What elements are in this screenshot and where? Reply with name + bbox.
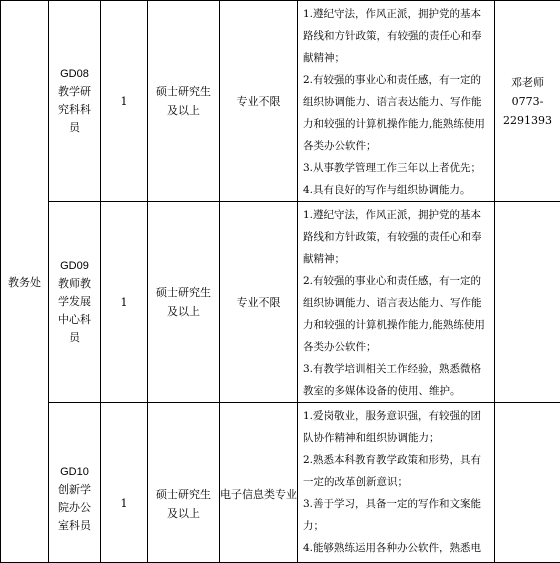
requirement-item: 3.善于学习，具备一定的写作和文案能力； (303, 493, 490, 537)
requirement-item: 2.有较强的事业心和责任感，有一定的组织协调能力、语言表达能力、写作能力和较强的计算机操作能力,能熟练使用各类办公软件； (303, 270, 490, 358)
table-row (1, 202, 560, 403)
position-name: 教学研究科科员 (57, 83, 93, 137)
requirement-item: 1.遵纪守法，作风正派，拥护党的基本路线和方针政策，有较强的责任心和奉献精神； (303, 3, 490, 69)
requirement-item: 1.爱岗敬业，服务意识强，有较强的团队协作精神和组织协调能力； (303, 405, 490, 449)
headcount-cell (101, 1, 148, 202)
position-code: GD10 (49, 463, 100, 481)
position-code: GD08 (49, 65, 100, 83)
requirements-cell (298, 403, 495, 563)
education-cell (148, 403, 220, 563)
education-line: 硕士研究生 (148, 82, 219, 101)
major-cell (220, 1, 298, 202)
requirement-item: 1.遵纪守法，作风正派，拥护党的基本路线和方针政策，有较强的责任心和奉献精神； (303, 204, 490, 270)
headcount-cell (101, 403, 148, 563)
education-line: 及以上 (148, 302, 219, 321)
headcount-cell (101, 202, 148, 403)
position-code-cell (49, 1, 101, 202)
education-line: 硕士研究生 (148, 283, 219, 302)
requirement-item: 3.有教学培训相关工作经验，熟悉微格教室的多媒体设备的使用、维护。 (303, 358, 490, 402)
major: 电子信息类专业 (220, 488, 297, 501)
education-line: 及以上 (148, 101, 219, 120)
requirement-item: 3.从事教学管理工作三年以上者优先； (303, 157, 490, 179)
contact-phone: 2291393 (495, 111, 560, 130)
major-cell (220, 202, 298, 403)
contact-name: 邓老师 (495, 73, 560, 92)
position-name: 教师教学发展中心科员 (57, 275, 93, 347)
table-row (1, 403, 560, 563)
education-cell (148, 1, 220, 202)
position-code: GD09 (49, 257, 100, 275)
contact-cell (495, 403, 560, 563)
major-cell (220, 403, 298, 563)
requirements-cell (298, 202, 495, 403)
position-code-cell (49, 403, 101, 563)
department-label: 教务处 (8, 276, 41, 289)
major: 专业不限 (237, 95, 281, 108)
education-line: 及以上 (148, 504, 219, 523)
requirement-item: 2.有较强的事业心和责任感，有一定的组织协调能力、语言表达能力、写作能力和较强的计算机操作能力,能熟练使用各类办公软件； (303, 69, 490, 157)
requirements-cell (298, 1, 495, 202)
education-line: 硕士研究生 (148, 485, 219, 504)
position-code-cell (49, 202, 101, 403)
headcount: 1 (121, 95, 128, 108)
requirement-item: 2.熟悉本科教育教学政策和形势，具有一定的改革创新意识； (303, 449, 490, 493)
requirement-item: 4.能够熟练运用各种办公软件，熟悉电 (303, 537, 490, 559)
table-row (1, 1, 560, 202)
contact-phone: 0773- (495, 92, 560, 111)
headcount: 1 (121, 296, 128, 309)
education-cell (148, 202, 220, 403)
headcount: 1 (121, 497, 128, 510)
position-name: 创新学院办公室科员 (57, 481, 93, 535)
requirement-item: 4.具有良好的写作与组织协调能力。 (303, 179, 490, 201)
contact-cell (495, 1, 560, 202)
major: 专业不限 (237, 296, 281, 309)
contact-cell (495, 202, 560, 403)
department-cell (1, 1, 49, 563)
